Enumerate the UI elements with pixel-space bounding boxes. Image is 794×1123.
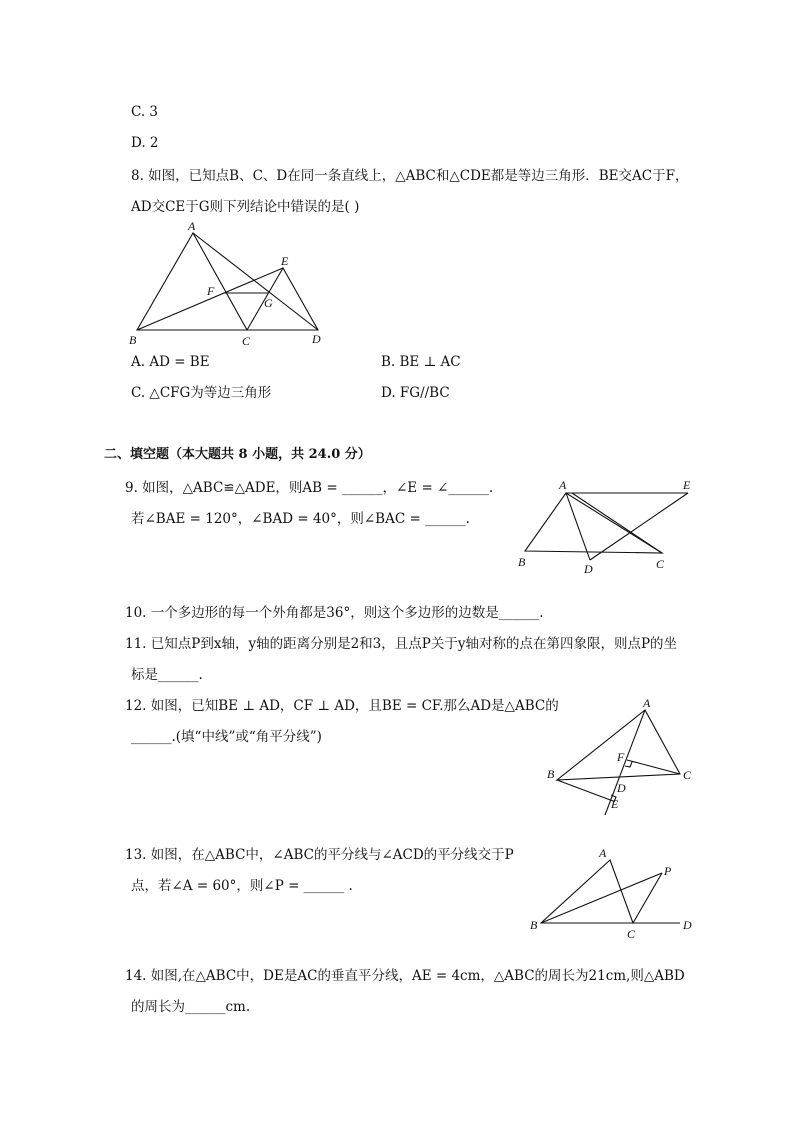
- q9-stem-line1: 9. 如图，△ABC≌△ADE，则AB = ______，∠E = ∠______.: [125, 480, 494, 496]
- q13-label-a: A: [599, 846, 607, 860]
- q13-segment-cp: [633, 873, 662, 923]
- q9-stem-line2: 若∠BAE = 120°，∠BAD = 40°，则∠BAC = ______.: [131, 511, 470, 527]
- q12-label-b: B: [547, 767, 555, 781]
- q13-label-c: C: [627, 927, 636, 941]
- q9-label-b: B: [518, 555, 526, 569]
- q12-label-f: F: [617, 750, 625, 764]
- q8-stem-line1: 8. 如图，已知点B、C、D在同一条直线上，△ABC和△CDE都是等边三角形．BE交AC于F，: [131, 168, 689, 184]
- q12-label-e: E: [611, 797, 619, 811]
- q7-option-d: D. 2: [131, 135, 159, 151]
- q10-stem: 10. 一个多边形的每一个外角都是36°，则这个多边形的边数是______.: [125, 605, 544, 621]
- q8-label-g: G: [264, 296, 273, 310]
- q11-stem-line2: 标是______.: [131, 667, 203, 683]
- q13-label-d: D: [683, 918, 692, 932]
- q9-label-c: C: [656, 557, 665, 571]
- q8-label-a: A: [188, 219, 196, 233]
- section2-title: 二、填空题（本大题共 8 小题，共 24.0 分）: [104, 447, 371, 462]
- q13-label-p: P: [664, 864, 672, 878]
- q12-label-c: C: [683, 768, 692, 782]
- q8-option-b: B. BE ⊥ AC: [381, 354, 461, 370]
- q9-label-a: A: [559, 478, 567, 492]
- q7-option-c: C. 3: [131, 104, 159, 120]
- q14-stem-line2: 的周长为______cm.: [131, 999, 251, 1015]
- q13-stem-line1: 13. 如图，在△ABC中，∠ABC的平分线与∠ACD的平分线交于P: [125, 847, 514, 863]
- q11-stem-line1: 11. 已知点P到x轴，y轴的距离分别是2和3，且点P关于y轴对称的点在第四象限，则点P的坐: [125, 636, 678, 652]
- q13-segment-bp: [541, 873, 662, 923]
- q8-label-d: D: [312, 332, 321, 346]
- q8-stem-line2: AD交CE于G则下列结论中错误的是( ): [131, 199, 360, 215]
- q13-triangle-abc: [541, 860, 633, 923]
- q12-label-a: A: [643, 696, 651, 710]
- q9-label-e: E: [683, 478, 691, 492]
- q12-stem-line2: ______.(填“中线”或“角平分线”): [131, 729, 322, 745]
- q8-label-c: C: [242, 334, 251, 348]
- q8-option-d: D. FG//BC: [381, 385, 450, 401]
- q13-label-b: B: [530, 918, 538, 932]
- q8-option-a: A. AD = BE: [131, 354, 210, 370]
- q8-label-e: E: [281, 254, 289, 268]
- q9-label-d: D: [584, 562, 593, 576]
- q8-option-c: C. △CFG为等边三角形: [131, 385, 272, 401]
- q14-stem-line1: 14. 如图,在△ABC中，DE是AC的垂直平分线，AE = 4cm，△ABC的周长为21cm,则△ABD: [125, 968, 685, 984]
- q8-label-b: B: [129, 333, 137, 347]
- q13-stem-line2: 点，若∠A = 60°，则∠P = ______ .: [131, 878, 353, 894]
- q12-stem-line1: 12. 如图，已知BE ⊥ AD，CF ⊥ AD，且BE = CF.那么AD是△ABC的: [125, 698, 559, 714]
- q12-label-d: D: [617, 781, 626, 795]
- q8-label-f: F: [207, 284, 215, 298]
